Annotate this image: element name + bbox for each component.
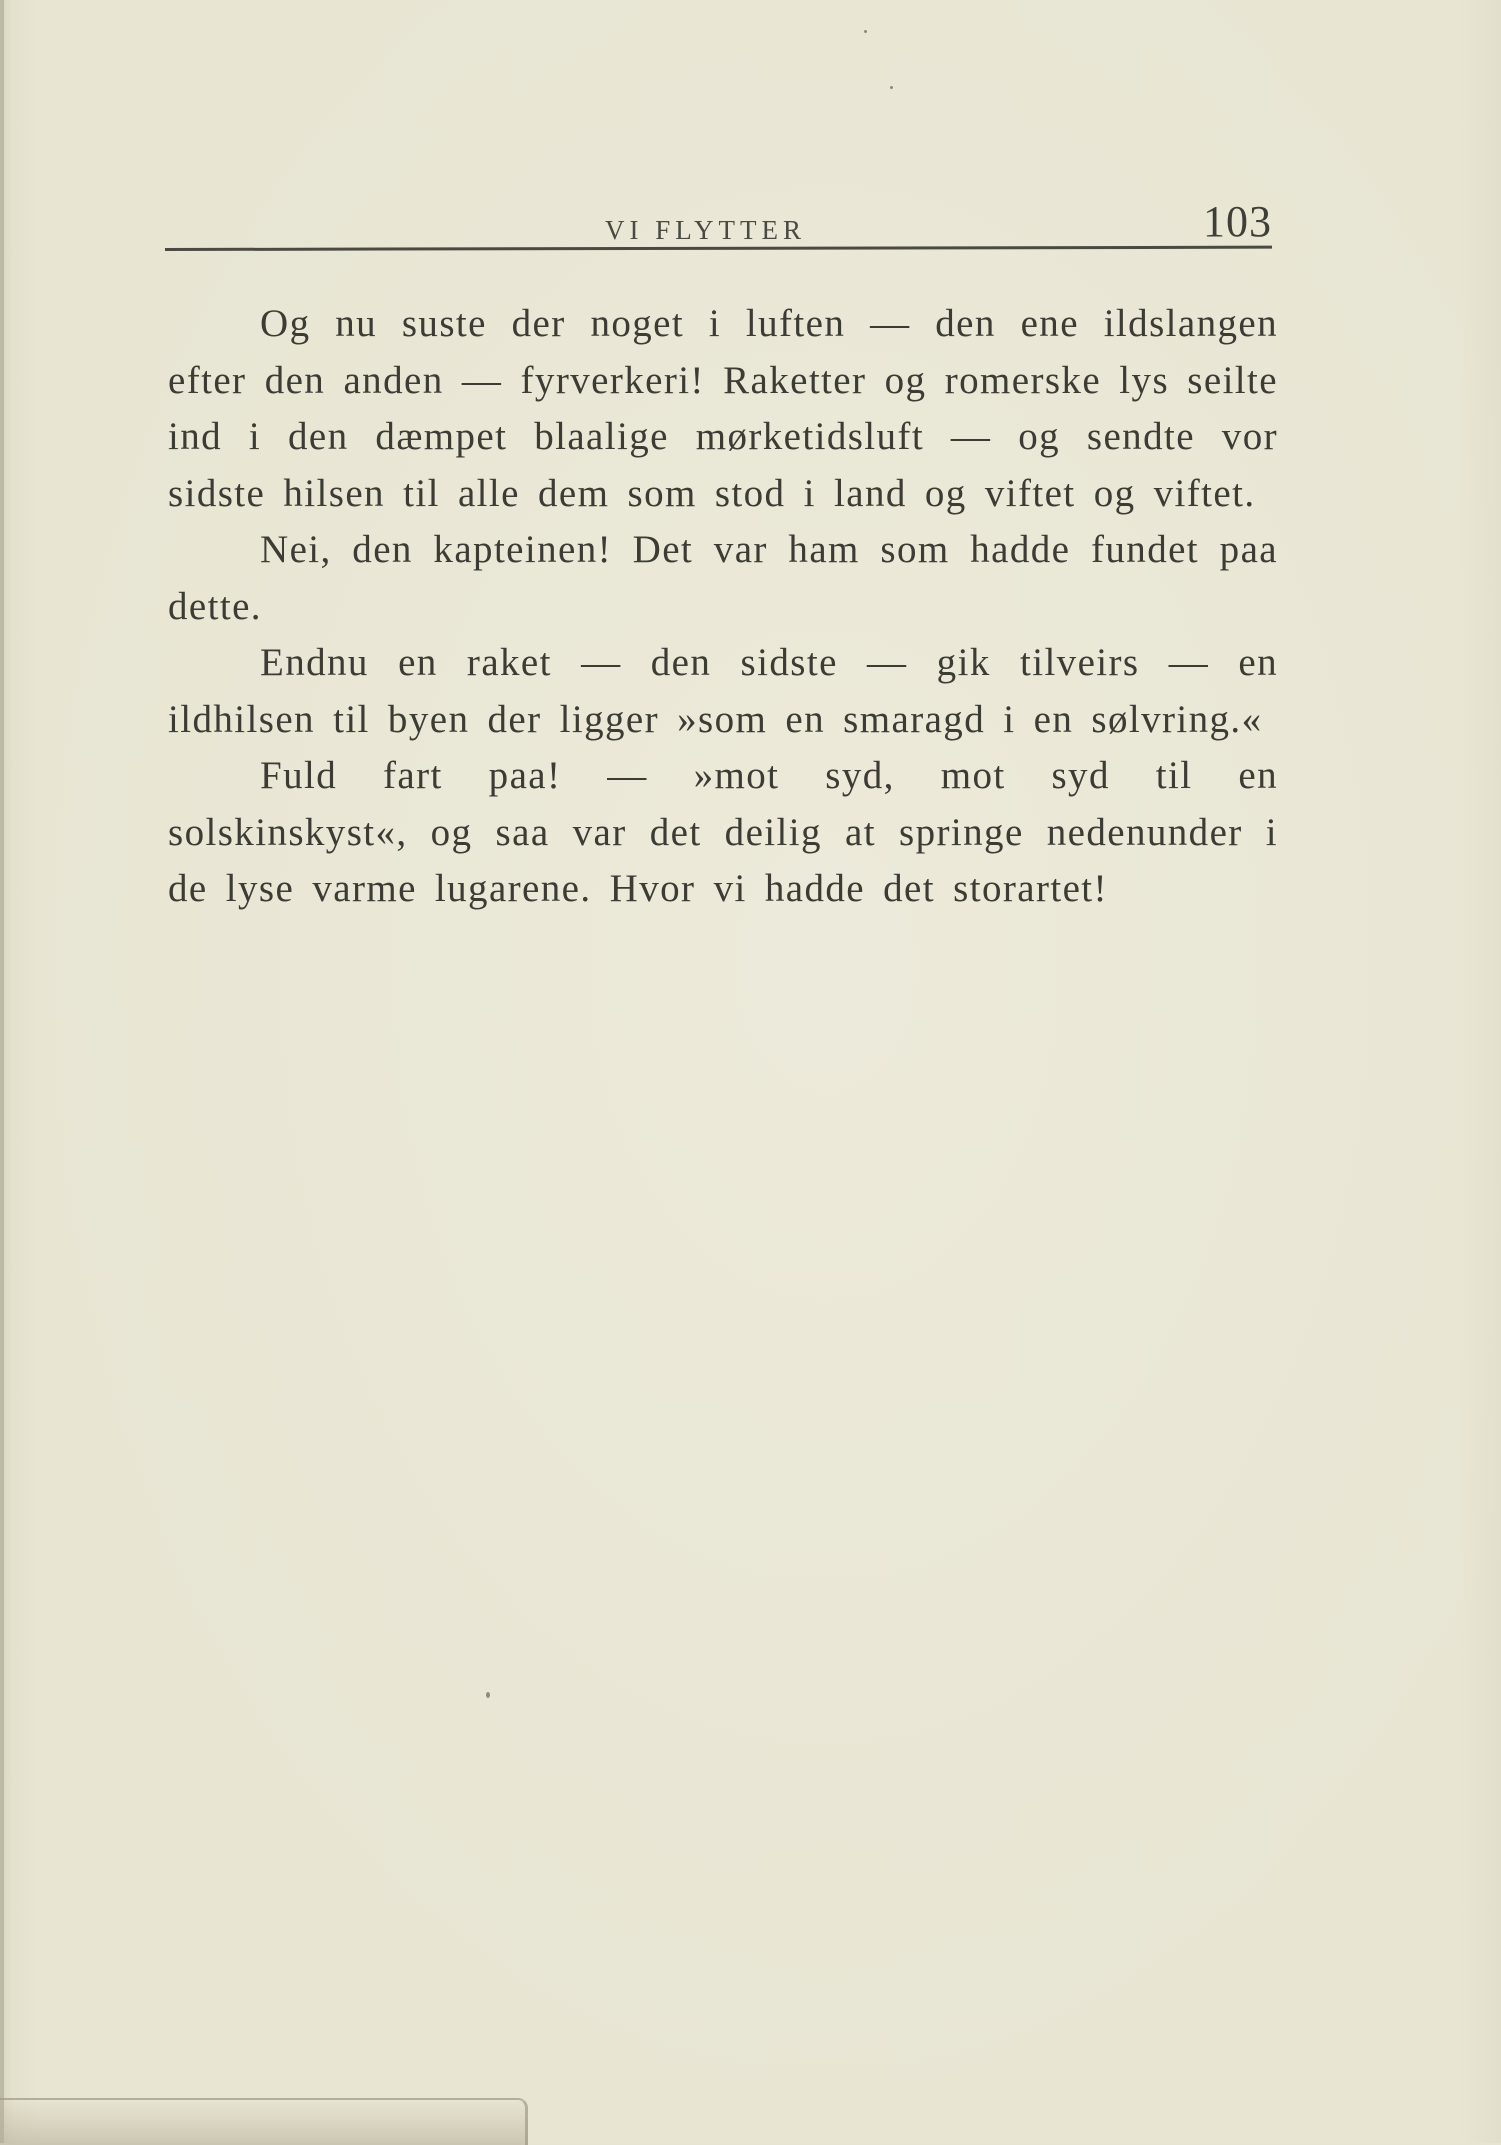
page-corner-shadow [0,2098,528,2145]
header-rule [165,246,1272,251]
running-head: VI FLYTTER [605,215,807,245]
paragraph-3: Endnu en raket — den sidste — gik tilveirs — en ildhilsen til byen der ligger »som en smaragd i en sølvring.« [168,641,1278,741]
paper-speck [890,86,893,89]
page-number: 103 [1203,197,1272,246]
body-text [168,296,1278,918]
page-header [165,196,1272,252]
paragraph-2: Nei, den kapteinen! Det var ham som hadde fundet paa dette. [168,528,1278,628]
page-left-edge [0,0,4,2143]
paper-speck [486,1692,490,1698]
paper-speck [864,30,867,33]
paragraph-4: Fuld fart paa! — »mot syd, mot syd til en solskinskyst«, og saa var det deilig at springe nedenunder i de lyse varme lugarene. Hvor vi hadde det storartet! [168,754,1278,910]
paragraph-1: Og nu suste der noget i luften — den ene ildslangen efter den anden — fyrverkeri! Raketter og romerske lys seilte ind i den dæmpet blaalige mørketidsluft — og sendte vor sidste hilsen til alle dem som stod i land og viftet og viftet. [168,302,1278,515]
